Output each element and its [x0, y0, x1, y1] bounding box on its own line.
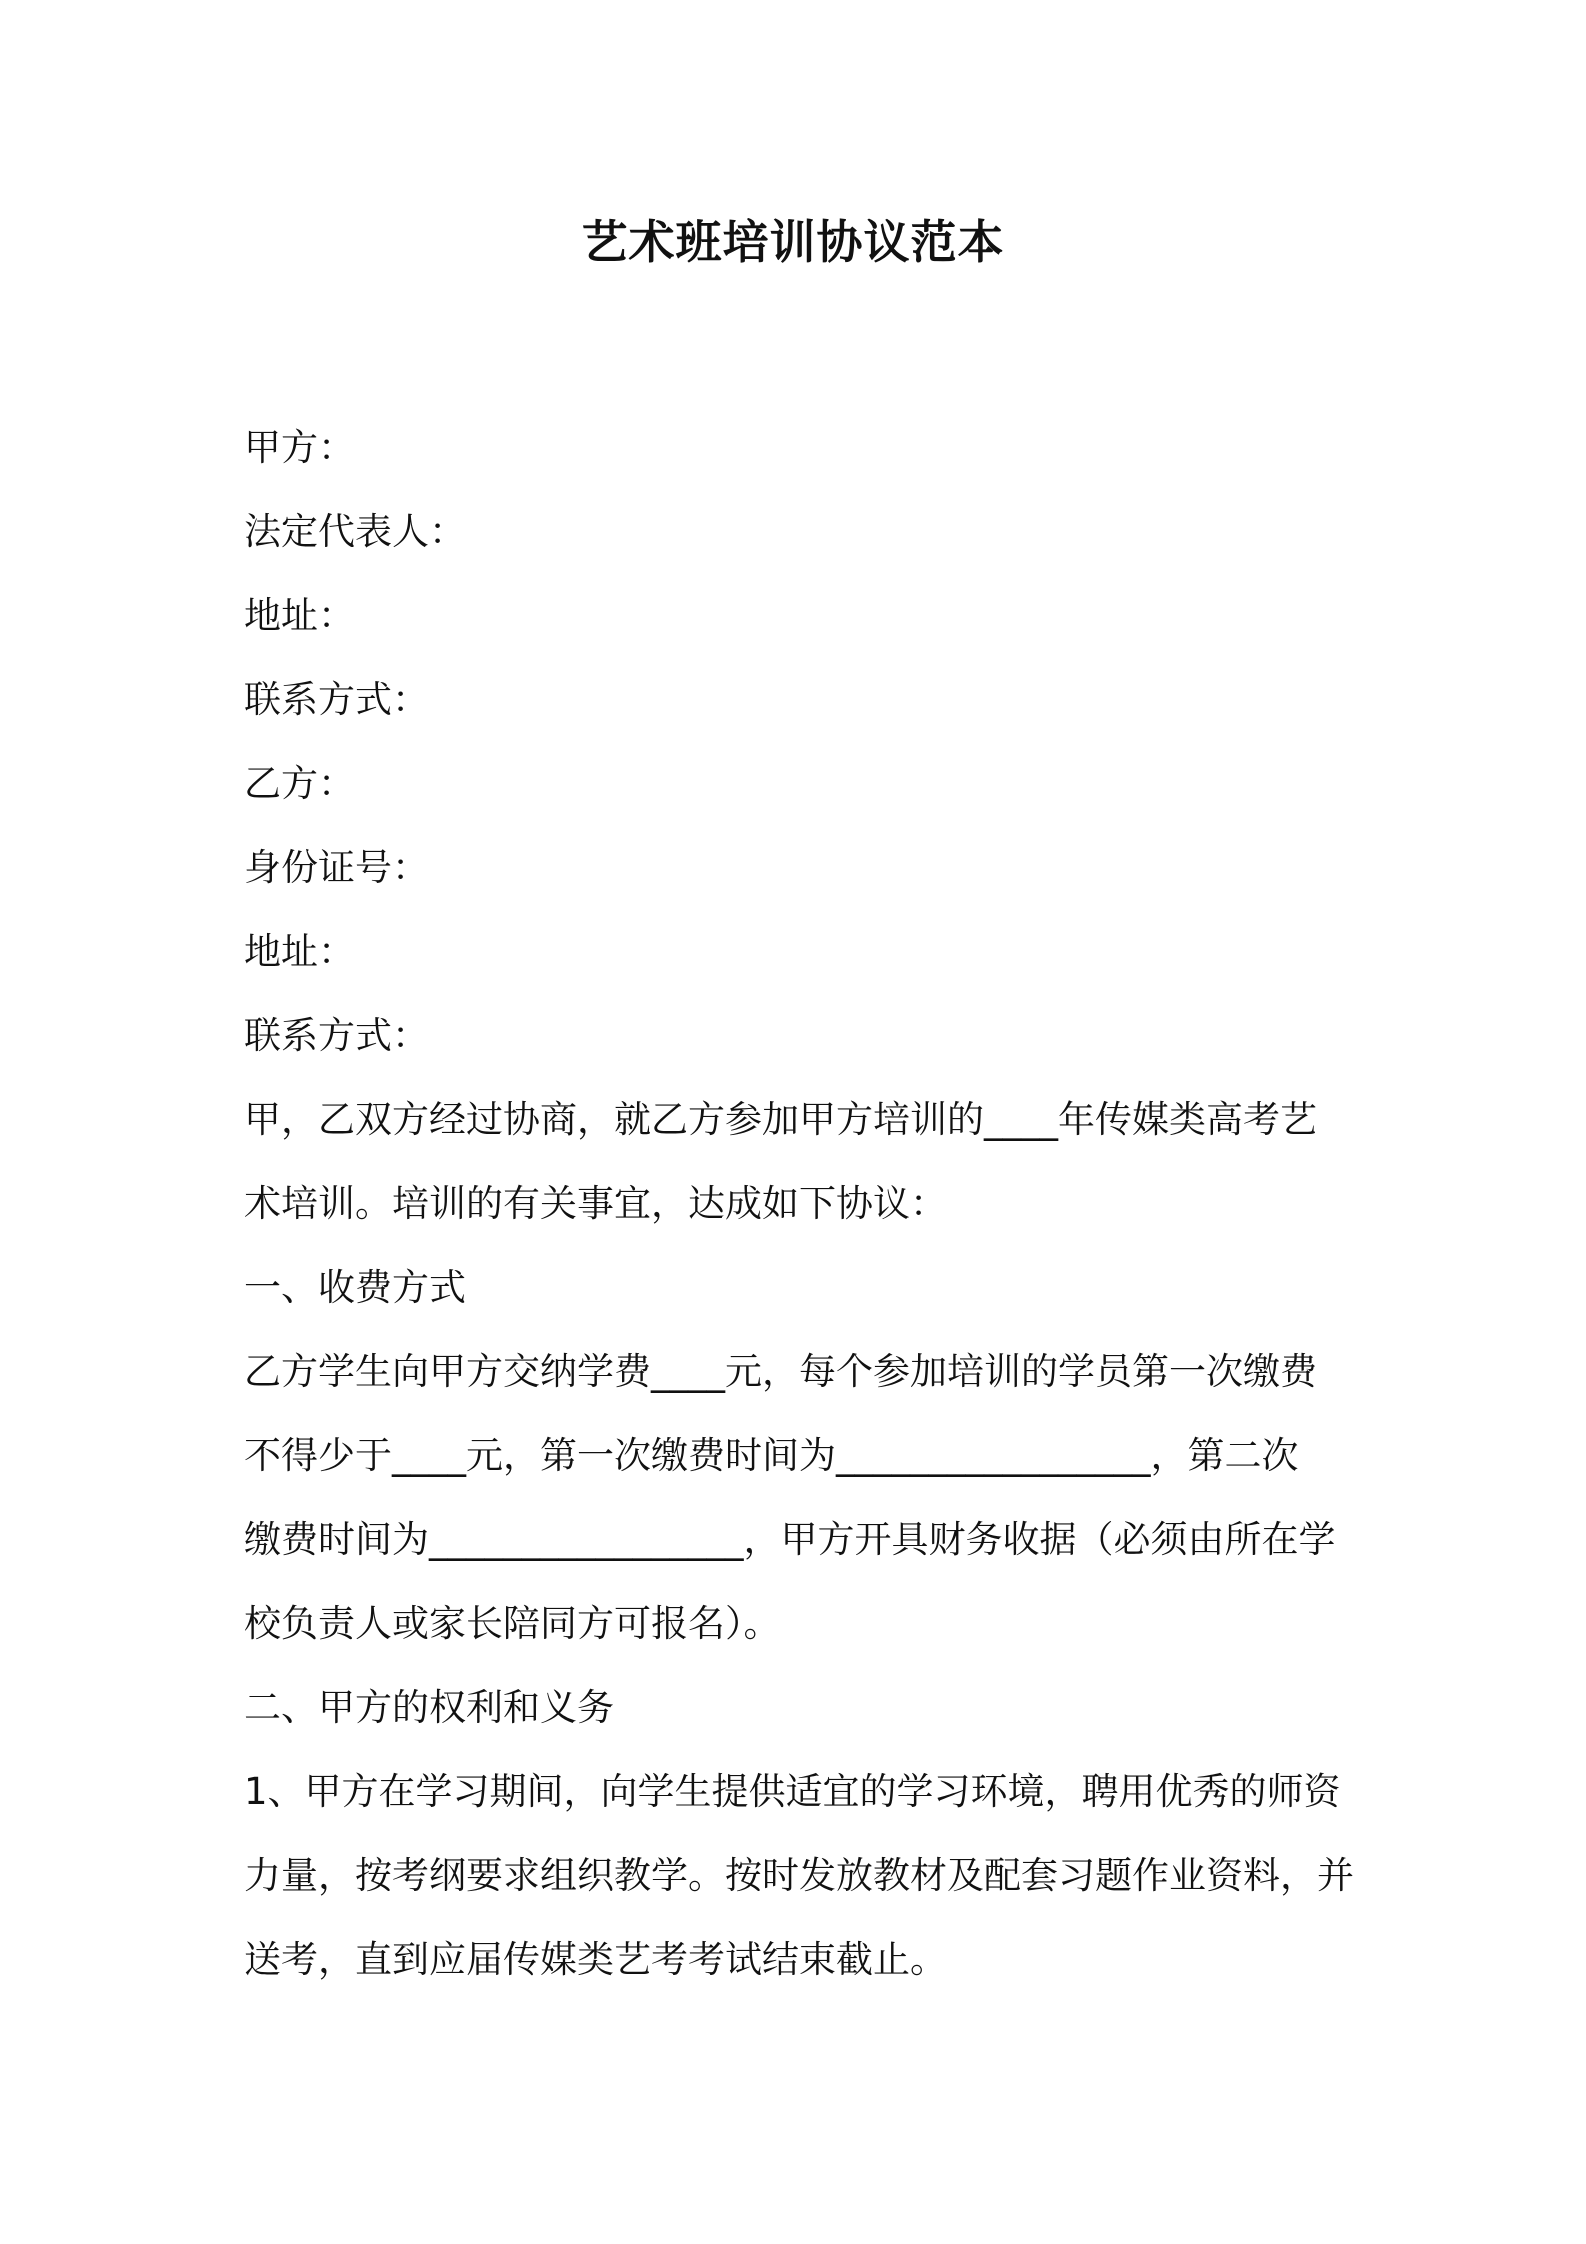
party-b-label: 乙方： [244, 762, 355, 805]
section-heading-fees: 一、收费方式 [244, 1266, 466, 1309]
clause-paragraph-line: 力量，按考纲要求组织教学。按时发放教材及配套习题作业资料，并 [244, 1854, 1354, 1897]
fees-paragraph-line: 乙方学生向甲方交纳学费____元，每个参加培训的学员第一次缴费 [244, 1350, 1317, 1393]
document-body [244, 406, 1364, 2002]
clause-paragraph-line: 1、甲方在学习期间，向学生提供适宜的学习环境，聘用优秀的师资 [244, 1770, 1341, 1813]
intro-paragraph-line: 术培训。培训的有关事宜，达成如下协议： [244, 1182, 947, 1225]
legal-representative-label: 法定代表人： [244, 510, 466, 553]
party-a-contact-label: 联系方式： [244, 678, 429, 721]
party-a-label: 甲方： [244, 426, 355, 469]
clause-paragraph-line: 送考，直到应届传媒类艺考考试结束截止。 [244, 1938, 947, 1981]
document-title: 艺术班培训协议范本 [581, 215, 1005, 269]
party-b-address-label: 地址： [244, 930, 355, 973]
fees-paragraph-line: 不得少于____元，第一次缴费时间为_________________，第二次 [244, 1434, 1299, 1477]
id-number-label: 身份证号： [244, 846, 429, 889]
section-heading-party-a-rights: 二、甲方的权利和义务 [244, 1686, 614, 1729]
fees-paragraph-line: 缴费时间为_________________，甲方开具财务收据（必须由所在学 [244, 1518, 1336, 1561]
party-a-address-label: 地址： [244, 594, 355, 637]
intro-paragraph-line: 甲，乙双方经过协商，就乙方参加甲方培训的____年传媒类高考艺 [244, 1098, 1317, 1141]
party-b-contact-label: 联系方式： [244, 1014, 429, 1057]
fees-paragraph-line: 校负责人或家长陪同方可报名）。 [244, 1602, 781, 1645]
